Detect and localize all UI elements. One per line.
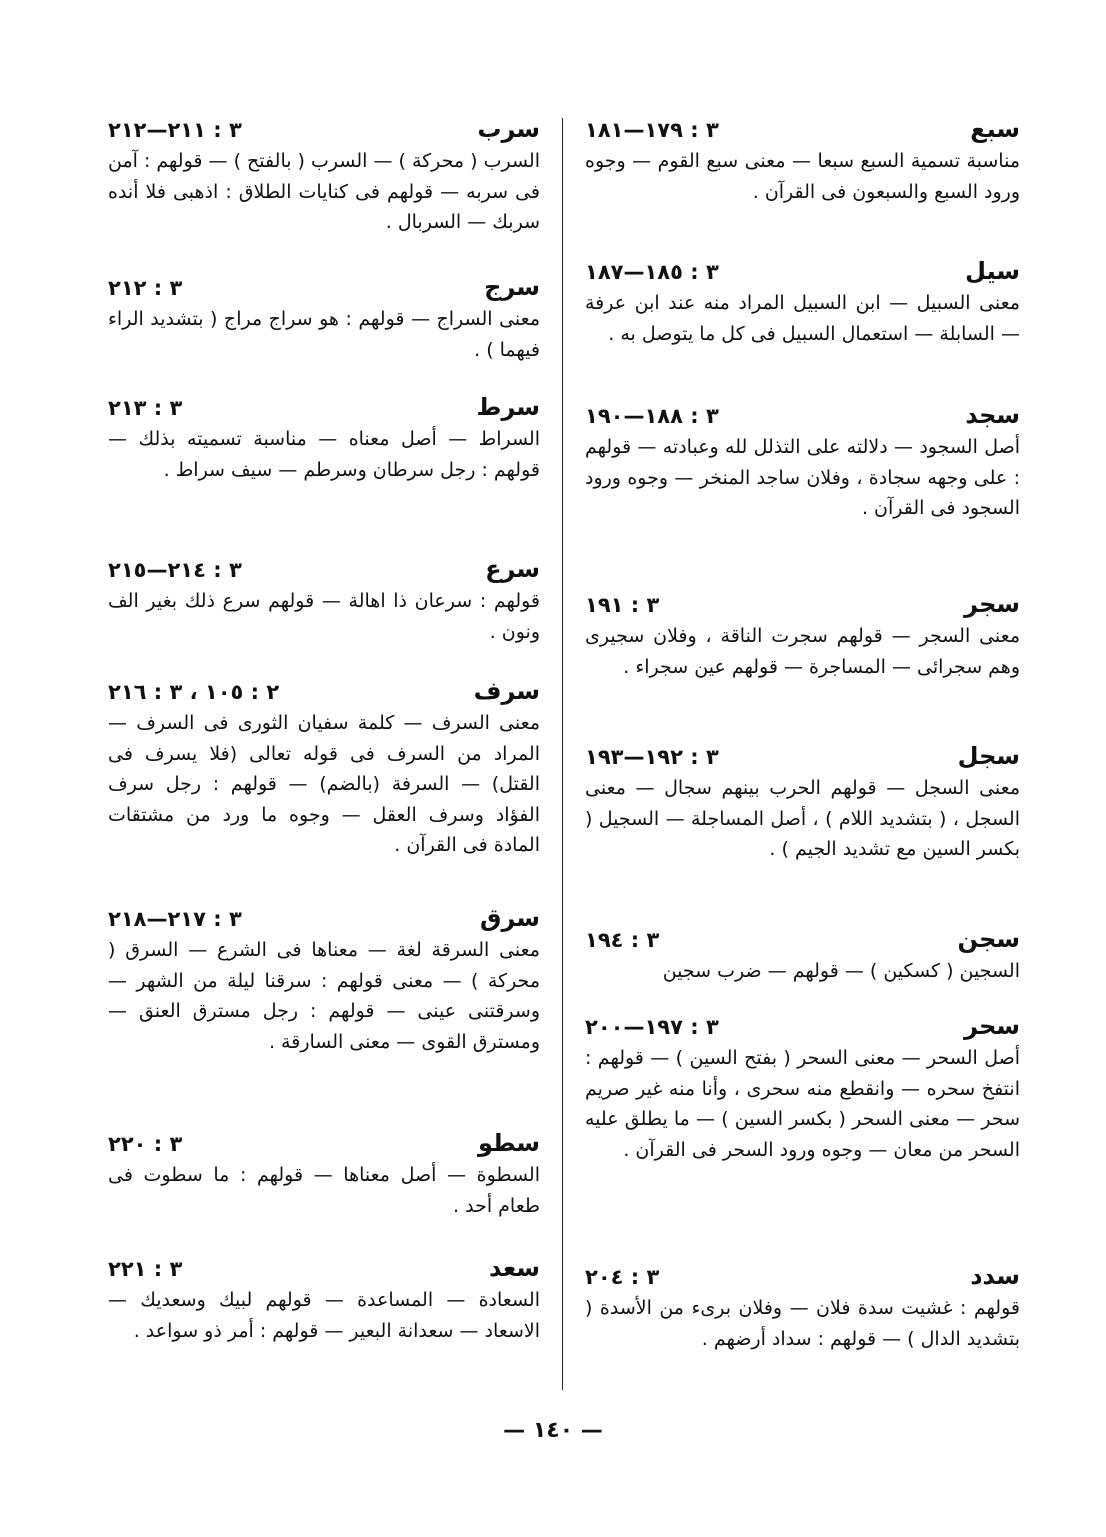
entry-reference: ٣ : ١٩١ (585, 593, 660, 617)
index-entry (108, 552, 540, 674)
entry-word: سرق (480, 904, 540, 932)
entry-word: سجر (964, 590, 1020, 618)
entry-text: معنى السراج — قولهم : هو سراج مراج ( بتشديد الراء فيهما ) . (108, 308, 540, 361)
entry-text: معنى السجل — قولهم الحرب بينهم سجال — معنى السجل ، ( بتشديد اللام ) ، أصل المساجلة — السجيل ( بكسر السين مع تشديد الجيم ) . (585, 777, 1020, 860)
entry-head (585, 922, 1020, 956)
entry-word: سرف (473, 677, 540, 705)
entry-reference: ٣ : ١٧٩—١٨١ (585, 118, 719, 142)
entry-text: السراط — أصل معناه — مناسبة تسميته بذلك — قولهم : رجل سرطان وسرطم — سيف سراط . (108, 428, 540, 481)
entry-text: أصل السحر — معنى السحر ( بفتح السين ) — قولهم : انتفخ سحره — وانقطع منه سحرى ، وأنا منه غير صريم سحر — معنى السحر ( بكسر السين ) — ما يطلق عليه السحر من معان — وجوه ورود السحر فى القرآن . (585, 1047, 1020, 1161)
index-entry (585, 739, 1020, 922)
entry-word: سحر (964, 1012, 1020, 1040)
entry-reference: ٣ : ٢٢٠ (108, 1132, 183, 1156)
index-entry (108, 270, 540, 390)
index-entry (108, 1126, 540, 1251)
entry-head (108, 674, 540, 708)
entry-reference: ٣ : ٢١٢ (108, 276, 183, 300)
entry-head (108, 112, 540, 146)
entry-head (108, 390, 540, 424)
entry-word: سرع (485, 555, 540, 583)
index-entry (108, 112, 540, 270)
entry-word: سرب (477, 115, 540, 143)
entry-reference: ٢ : ١٠٥ ، ٣ : ٢١٦ (108, 680, 280, 704)
entry-reference: ٣ : ١٩٢—١٩٣ (585, 745, 719, 769)
entry-text: قولهم : غشيت سدة فلان — وفلان برىء من الأسدة ( بتشديد الدال ) — قولهم : سداد أرضهم . (585, 1297, 1020, 1350)
entry-word: سجن (957, 925, 1020, 953)
index-entry (585, 254, 1020, 398)
entry-word: سدد (970, 1262, 1020, 1290)
entry-head (108, 1251, 540, 1285)
entry-text: معنى السرقة لغة — معناها فى الشرع — السرق ( محركة ) — معنى قولهم : سرقنا ليلة من الشهر — وسرقتنى عينى — قولهم : رجل مسترق العنق — ومسترق القوى — معنى السارقة . (108, 939, 540, 1053)
entry-word: سرج (484, 273, 540, 301)
index-entry (108, 674, 540, 901)
index-entry (108, 390, 540, 552)
entry-text: السعادة — المساعدة — قولهم لبيك وسعديك — الاسعاد — سعدانة البعير — قولهم : أمر ذو سواعد . (108, 1289, 540, 1342)
entry-text: معنى السجر — قولهم سجرت الناقة ، وفلان سجيرى وهم سجرائى — المساجرة — قولهم عين سجراء . (585, 625, 1020, 678)
entry-head (108, 270, 540, 304)
entry-reference: ٣ : ٢٠٤ (585, 1265, 660, 1289)
entry-reference: ٣ : ٢١٤—٢١٥ (108, 558, 242, 582)
entry-head (585, 587, 1020, 621)
entry-word: سطو (477, 1129, 540, 1157)
entry-reference: ٣ : ٢٢١ (108, 1257, 183, 1281)
index-entry (585, 587, 1020, 739)
entry-text: السرب ( محركة ) — السرب ( بالفتح ) — قولهم : آمن فى سربه — قولهم فى كنايات الطلاق : اذهبى فلا أنده سربك — السربال . (108, 150, 540, 233)
entry-text: معنى السرف — كلمة سفيان الثورى فى السرف — المراد من السرف فى قوله تعالى (فلا يسرف فى القتل) — السرفة (بالضم) — قولهم : رجل سرف الفؤاد وسرف العقل — وجوه ما ورد من مشتقات المادة فى القرآن . (108, 712, 540, 856)
entry-text: السطوة — أصل معناها — قولهم : ما سطوت فى طعام أحد . (108, 1164, 540, 1217)
entry-reference: ٣ : ١٩٧—٢٠٠ (585, 1015, 719, 1039)
entry-text: أصل السجود — دلالته على التذلل لله وعبادته — قولهم : على وجهه سجادة ، وفلان ساجد المنخر — وجوه ورود السجود فى القرآن . (585, 436, 1020, 519)
entry-text: قولهم : سرعان ذا اهالة — قولهم سرع ذلك بغير الف ونون . (108, 590, 540, 643)
entry-word: سجل (957, 742, 1020, 770)
index-entry (585, 112, 1020, 254)
entry-head (585, 398, 1020, 432)
entry-reference: ٣ : ١٩٤ (585, 928, 660, 952)
entry-head (585, 1009, 1020, 1043)
entry-reference: ٣ : ١٨٥—١٨٧ (585, 260, 719, 284)
entry-head (108, 901, 540, 935)
entry-reference: ٣ : ٢١٧—٢١٨ (108, 907, 242, 931)
entry-head (585, 254, 1020, 288)
index-entry (585, 1009, 1020, 1259)
entry-word: سبع (970, 115, 1020, 143)
entry-word: سرط (476, 393, 540, 421)
entry-text: السجين ( كسكين ) — قولهم — ضرب سجين (662, 960, 1020, 982)
index-entry (585, 1259, 1020, 1389)
entry-word: سعد (488, 1254, 540, 1282)
left-column (108, 112, 540, 1391)
index-entry (108, 901, 540, 1126)
entry-reference: ٣ : ١٨٨—١٩٠ (585, 404, 719, 428)
index-entry (585, 398, 1020, 587)
entry-head (585, 1259, 1020, 1293)
entry-head (108, 1126, 540, 1160)
right-column (585, 112, 1020, 1389)
index-entry (108, 1251, 540, 1391)
index-entry (585, 922, 1020, 1009)
column-divider (562, 118, 563, 1390)
entry-reference: ٣ : ٢١١—٢١٢ (108, 118, 242, 142)
entry-head (585, 112, 1020, 146)
entry-text: مناسبة تسمية السبع سبعا — معنى سبع القوم — وجوه ورود السبع والسبعون فى القرآن . (585, 150, 1020, 203)
entry-text: معنى السبيل — ابن السبيل المراد منه عند ابن عرفة — السابلة — استعمال السبيل فى كل ما يتوصل به . (585, 292, 1020, 345)
entry-word: سجد (965, 401, 1020, 429)
entry-head (108, 552, 540, 586)
page-number: — ١٤٠ — (503, 1418, 603, 1443)
entry-head (585, 739, 1020, 773)
entry-word: سيل (965, 257, 1020, 285)
entry-reference: ٣ : ٢١٣ (108, 396, 183, 420)
